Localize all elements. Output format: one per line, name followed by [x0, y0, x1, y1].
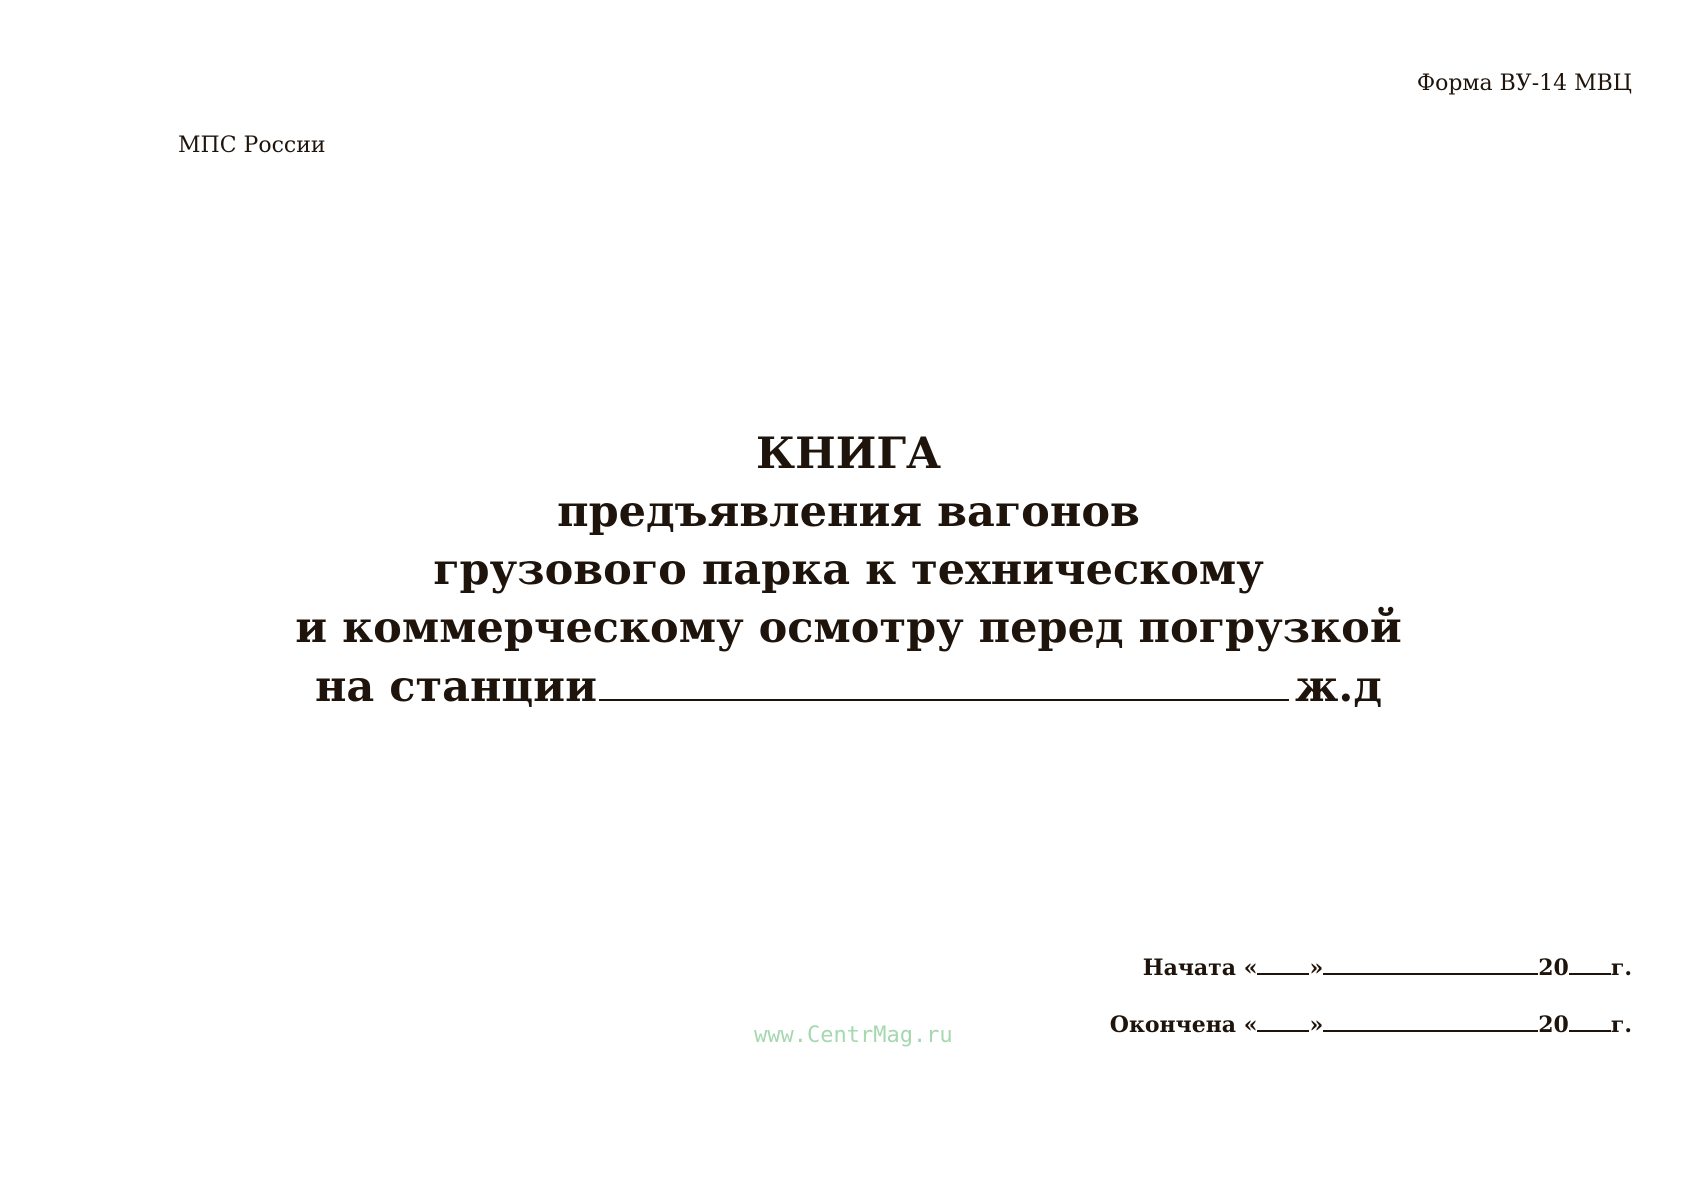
- day-blank: [1257, 1010, 1309, 1032]
- title-line-5: [0, 657, 1697, 716]
- title-line-2: предъявления вагонов: [557, 487, 1140, 537]
- title-line-3: грузового парка к техническому: [433, 545, 1264, 595]
- date-started-row: [1110, 940, 1632, 997]
- year-blank: [1569, 953, 1611, 975]
- year-suffix: г.: [1610, 1012, 1632, 1038]
- quote-close: »: [1309, 955, 1324, 981]
- date-started-label: Начата «: [1142, 955, 1258, 981]
- organization-name: МПС России: [178, 133, 326, 158]
- station-name-blank: [599, 657, 1289, 701]
- year-suffix: г.: [1610, 955, 1632, 981]
- month-blank: [1323, 953, 1538, 975]
- day-blank: [1257, 953, 1309, 975]
- title-line-1: КНИГА: [755, 429, 942, 479]
- month-blank: [1323, 1010, 1538, 1032]
- watermark: www.CentrMag.ru: [754, 1023, 953, 1048]
- date-ended-row: [1110, 997, 1632, 1054]
- railway-label: ж.д: [1294, 662, 1383, 712]
- form-code: Форма ВУ-14 МВЦ: [1416, 71, 1632, 96]
- year-blank: [1569, 1010, 1611, 1032]
- document-title: [0, 425, 1697, 716]
- quote-close: »: [1309, 1012, 1324, 1038]
- date-ended-label: Окончена «: [1109, 1012, 1258, 1038]
- year-prefix: 20: [1538, 1012, 1569, 1038]
- title-line-4: и коммерческому осмотру перед погрузкой: [295, 603, 1402, 653]
- station-label: на станции: [314, 662, 597, 712]
- year-prefix: 20: [1538, 955, 1569, 981]
- dates-block: [1110, 940, 1632, 1054]
